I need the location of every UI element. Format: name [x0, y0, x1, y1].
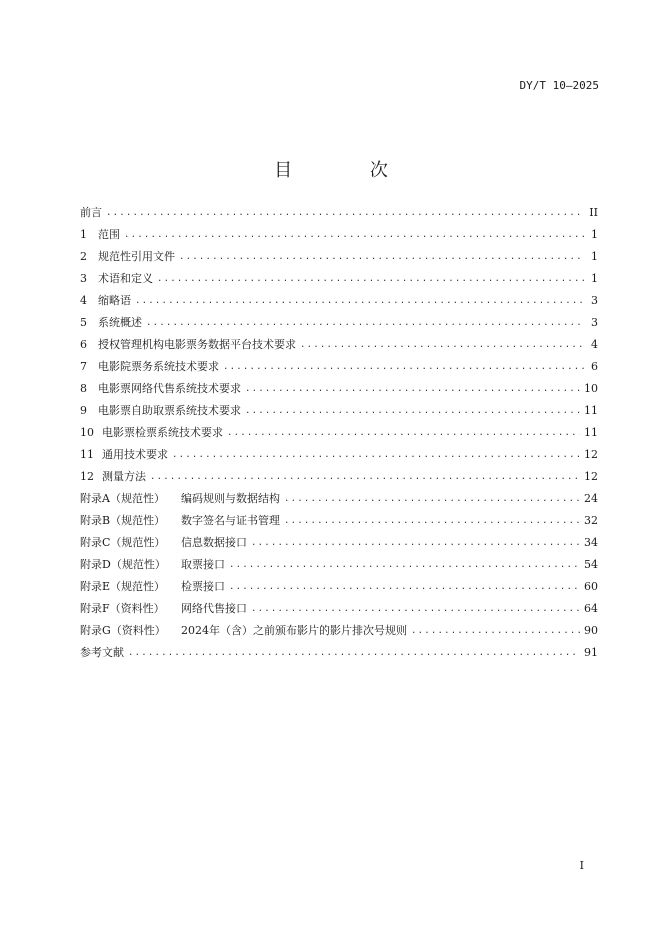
toc-dot-leader [245, 378, 580, 400]
toc-entry-number: 9 [80, 404, 87, 417]
toc-entry-page: 11 [584, 426, 598, 439]
toc-dot-leader [223, 356, 584, 378]
toc-entry[interactable] [80, 576, 598, 598]
toc-entry-label: 数字签名与证书管理 [181, 514, 280, 527]
toc-entry-number: 5 [80, 316, 87, 329]
toc-entry-label: 编码规则与数据结构 [181, 492, 280, 505]
toc-entry[interactable] [80, 290, 598, 312]
toc-dot-leader [135, 290, 584, 312]
toc-entry-label: 电影票自助取票系统技术要求 [98, 404, 241, 417]
toc-entry-label: 前言 [80, 206, 102, 219]
toc-title: 目 次 [274, 160, 424, 181]
toc-entry[interactable] [80, 400, 598, 422]
toc-entry-page: 64 [584, 602, 598, 615]
toc-entry-label: 系统概述 [98, 316, 142, 329]
toc-entry-page: 12 [584, 448, 598, 461]
toc-entry[interactable] [80, 246, 598, 268]
toc-entry-label: 规范性引用文件 [98, 250, 175, 263]
toc-entry-page: 11 [584, 404, 598, 417]
toc-entry-page: 54 [584, 558, 598, 571]
toc-dot-leader [300, 334, 584, 356]
toc-entry-number: 2 [80, 250, 87, 263]
toc-entry-appendix: 附录A（规范性） [80, 492, 165, 505]
toc-entry-label: 范围 [98, 228, 120, 241]
toc-entry-page: II [589, 206, 598, 219]
toc-entry-page: 1 [591, 272, 598, 285]
toc-entry[interactable] [80, 488, 598, 510]
toc-entry-appendix: 附录D（规范性） [80, 558, 166, 571]
toc-dot-leader [172, 444, 580, 466]
toc-dot-leader [227, 422, 580, 444]
toc-entry-label: 授权管理机构电影票务数据平台技术要求 [98, 338, 296, 351]
toc-entry-page: 24 [584, 492, 598, 505]
toc-entry[interactable] [80, 642, 598, 664]
toc-entry[interactable] [80, 268, 598, 290]
toc-entry-page: 91 [584, 646, 598, 659]
toc-entry-appendix: 附录C（规范性） [80, 536, 166, 549]
toc-dot-leader [411, 620, 580, 642]
toc-entry-page: 34 [584, 536, 598, 549]
toc-entry-page: 90 [584, 624, 598, 637]
toc-entry-label: 取票接口 [181, 558, 225, 571]
toc-entry-page: 32 [584, 514, 598, 527]
page-number: I [579, 859, 584, 872]
toc-entry-number: 8 [80, 382, 87, 395]
toc-dot-leader [124, 224, 584, 246]
toc-entry-number: 11 [80, 448, 94, 461]
toc-entry-page: 60 [584, 580, 598, 593]
toc-entry-label: 电影票网络代售系统技术要求 [98, 382, 241, 395]
toc-entry[interactable] [80, 620, 598, 642]
toc-dot-leader [106, 202, 584, 224]
toc-entry-page: 12 [584, 470, 598, 483]
toc-entry[interactable] [80, 598, 598, 620]
toc-entry-number: 4 [80, 294, 87, 307]
toc-entry[interactable] [80, 224, 598, 246]
toc-entry[interactable] [80, 422, 598, 444]
toc-entry-appendix: 附录E（规范性） [80, 580, 166, 593]
toc-entry[interactable] [80, 312, 598, 334]
toc-dot-leader [157, 268, 584, 290]
toc-dot-leader [179, 246, 584, 268]
toc-entry-page: 1 [591, 250, 598, 263]
toc-entry-page: 3 [591, 316, 598, 329]
toc-entry[interactable] [80, 202, 598, 224]
toc-entry[interactable] [80, 444, 598, 466]
toc-entry-page: 6 [591, 360, 598, 373]
toc-entry-label: 测量方法 [102, 470, 146, 483]
toc-entry-page: 3 [591, 294, 598, 307]
toc-entry-label: 信息数据接口 [181, 536, 247, 549]
toc-entry-number: 12 [80, 470, 94, 483]
toc-entry-page: 1 [591, 228, 598, 241]
toc-dot-leader [128, 642, 580, 664]
toc-dot-leader [229, 554, 580, 576]
toc-entry-label: 术语和定义 [98, 272, 153, 285]
toc-entry[interactable] [80, 378, 598, 400]
toc-entry-number: 6 [80, 338, 87, 351]
toc-entry-appendix: 附录G（资料性） [80, 624, 166, 637]
toc-dot-leader [284, 510, 580, 532]
table-of-contents [80, 202, 598, 664]
toc-entry-label: 检票接口 [181, 580, 225, 593]
toc-entry-label: 电影票检票系统技术要求 [102, 426, 223, 439]
toc-entry-page: 10 [584, 382, 598, 395]
toc-entry-page: 4 [591, 338, 598, 351]
toc-entry-number: 10 [80, 426, 94, 439]
toc-entry-label: 电影院票务系统技术要求 [98, 360, 219, 373]
toc-entry-number: 3 [80, 272, 87, 285]
toc-dot-leader [229, 576, 580, 598]
toc-entry-label: 2024年（含）之前颁布影片的影片排次号规则 [181, 624, 407, 637]
toc-entry[interactable] [80, 334, 598, 356]
toc-entry[interactable] [80, 466, 598, 488]
toc-dot-leader [251, 532, 580, 554]
toc-entry[interactable] [80, 554, 598, 576]
toc-entry[interactable] [80, 356, 598, 378]
toc-entry-label: 通用技术要求 [102, 448, 168, 461]
toc-entry-number: 7 [80, 360, 87, 373]
toc-entry-label: 网络代售接口 [181, 602, 247, 615]
toc-entry-label: 缩略语 [98, 294, 131, 307]
toc-dot-leader [245, 400, 580, 422]
toc-entry[interactable] [80, 510, 598, 532]
toc-entry-label: 参考文献 [80, 646, 124, 659]
toc-entry[interactable] [80, 532, 598, 554]
toc-entry-appendix: 附录B（规范性） [80, 514, 166, 527]
toc-dot-leader [284, 488, 580, 510]
toc-dot-leader [150, 466, 580, 488]
document-code: DY/T 10—2025 [519, 79, 599, 92]
toc-entry-appendix: 附录F（资料性） [80, 602, 165, 615]
toc-dot-leader [146, 312, 584, 334]
toc-entry-number: 1 [80, 228, 87, 241]
toc-dot-leader [251, 598, 580, 620]
